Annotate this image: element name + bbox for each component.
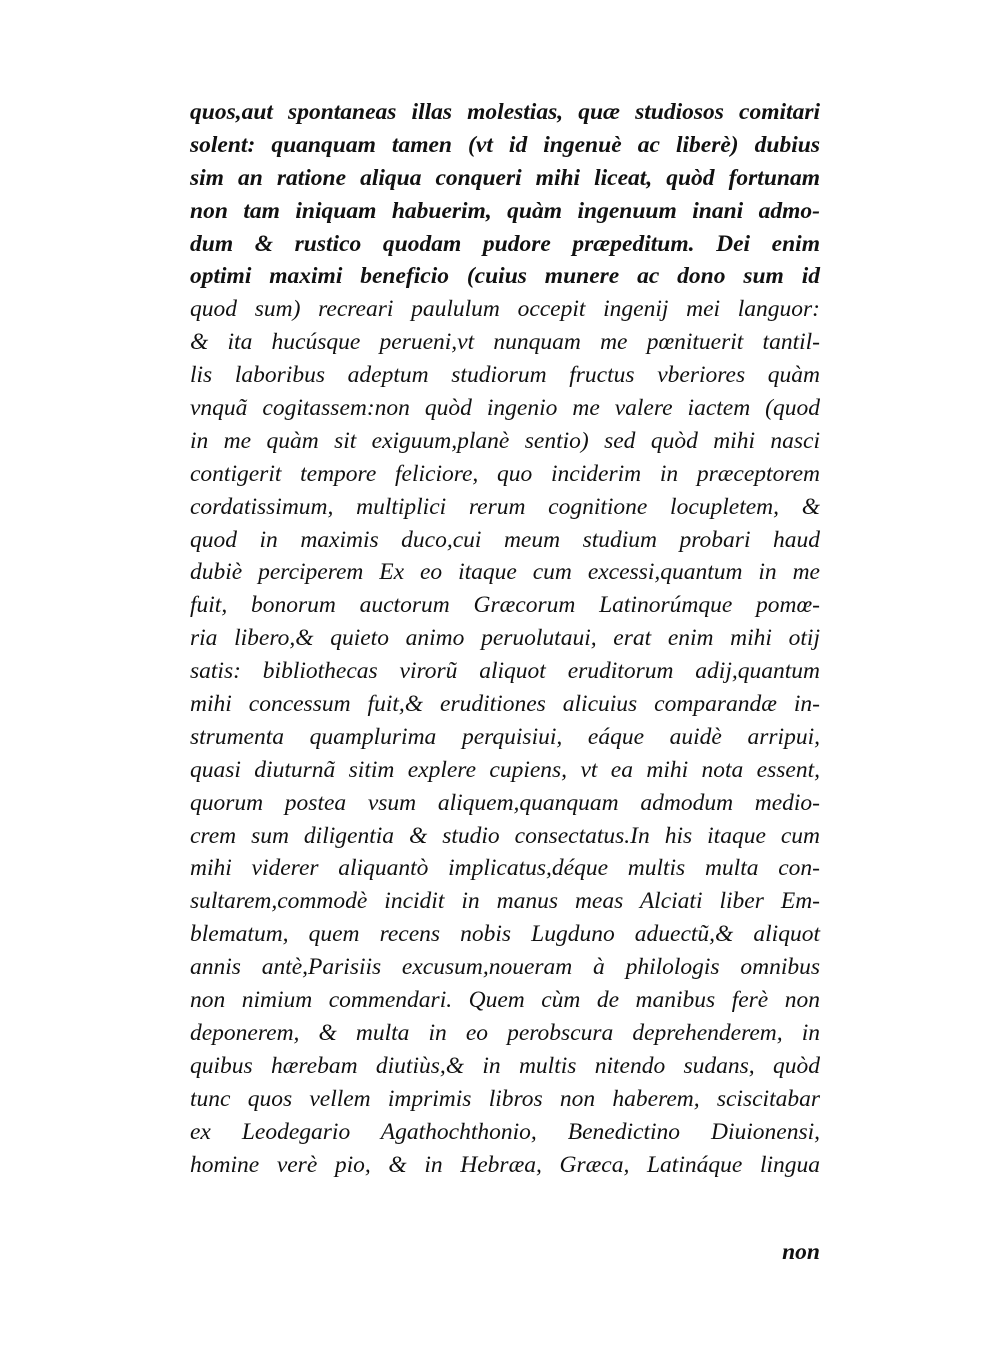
body-text — [190, 96, 820, 1181]
text-line-3: sim an ratione aliqua conqueri mihi liceat, quòd fortunam — [190, 164, 820, 191]
text-line-7: quod sum) recreari paululum occepit ingenij mei languor: — [190, 296, 820, 323]
text-line-29: deponerem, & multa in eo perobscura deprehenderem, in — [190, 1019, 820, 1046]
text-line-15: dubiè perciperem Ex eo itaque cum excessi,quantum in me — [190, 559, 820, 586]
text-line-24: mihi viderer aliquantò implicatus,déque multis multa con- — [190, 855, 820, 882]
text-line-10: vnquã cogitassem:non quòd ingenio me valere iactem (quod — [190, 395, 820, 422]
text-line-8: & ita hucúsque perueni,vt nunquam me pœnituerit tantil- — [190, 329, 820, 356]
text-line-11: in me quàm sit exiguum,planè sentio) sed quòd mihi nasci — [190, 427, 820, 454]
text-line-19: mihi concessum fuit,& eruditiones alicuius comparandæ in- — [190, 691, 820, 718]
text-line-1: quos,aut spontaneas illas molestias, quæ studiosos comitari — [190, 99, 820, 125]
text-line-13: cordatissimum, multiplici rerum cognitione locupletem, & — [190, 493, 820, 520]
text-line-33: homine verè pio, & in Hebræa, Græca, Latináque lingua — [190, 1151, 820, 1178]
text-line-20: strumenta quamplurima perquisiui, eáque auidè arripui, — [190, 723, 820, 750]
text-line-23: crem sum diligentia & studio consectatus.In his itaque cum — [190, 822, 820, 849]
text-line-17: ria libero,& quieto animo peruolutaui, erat enim mihi otij — [190, 625, 820, 652]
text-line-9: lis laboribus adeptum studiorum fructus vberiores quàm — [190, 362, 820, 389]
text-line-31: tunc quos vellem imprimis libros non haberem, sciscitabar — [190, 1085, 820, 1112]
text-line-28: non nimium commendari. Quem cùm de manibus ferè non — [190, 987, 820, 1014]
catchword: non — [782, 1239, 820, 1265]
text-line-27: annis antè,Parisiis excusum,noueram à philologis omnibus — [190, 954, 820, 981]
text-line-25: sultarem,commodè incidit in manus meas Alciati liber Em- — [190, 888, 820, 915]
text-line-21: quasi diuturnã sitim explere cupiens, vt ea mihi nota essent, — [190, 756, 820, 783]
text-line-26: blematum, quem recens nobis Lugduno aduectũ,& aliquot — [190, 921, 820, 948]
text-line-30: quibus hærebam diutiùs,& in multis nitendo sudans, quòd — [190, 1052, 820, 1079]
text-line-2: solent: quanquam tamen (vt id ingenuè ac liberè) dubius — [190, 131, 820, 158]
text-line-4: non tam iniquam habuerim, quàm ingenuum inani admo- — [190, 197, 820, 224]
text-line-5: dum & rustico quodam pudore præpeditum. Dei enim — [190, 230, 820, 257]
text-line-6: optimi maximi beneficio (cuius munere ac dono sum id — [190, 263, 820, 290]
text-line-32: ex Leodegario Agathochthonio, Benedictino Diuionensi, — [190, 1118, 820, 1145]
text-line-12: contigerit tempore feliciore, quo inciderim in præceptorem — [190, 460, 820, 487]
text-line-22: quorum postea vsum aliquem,quanquam admodum medio- — [190, 789, 820, 816]
text-line-18: satis: bibliothecas virorũ aliquot eruditorum adij,quantum — [190, 658, 820, 685]
text-line-14: quod in maximis duco,cui meum studium probari haud — [190, 526, 820, 553]
text-line-16: fuit, bonorum auctorum Græcorum Latinorúmque pomœ- — [190, 592, 820, 619]
